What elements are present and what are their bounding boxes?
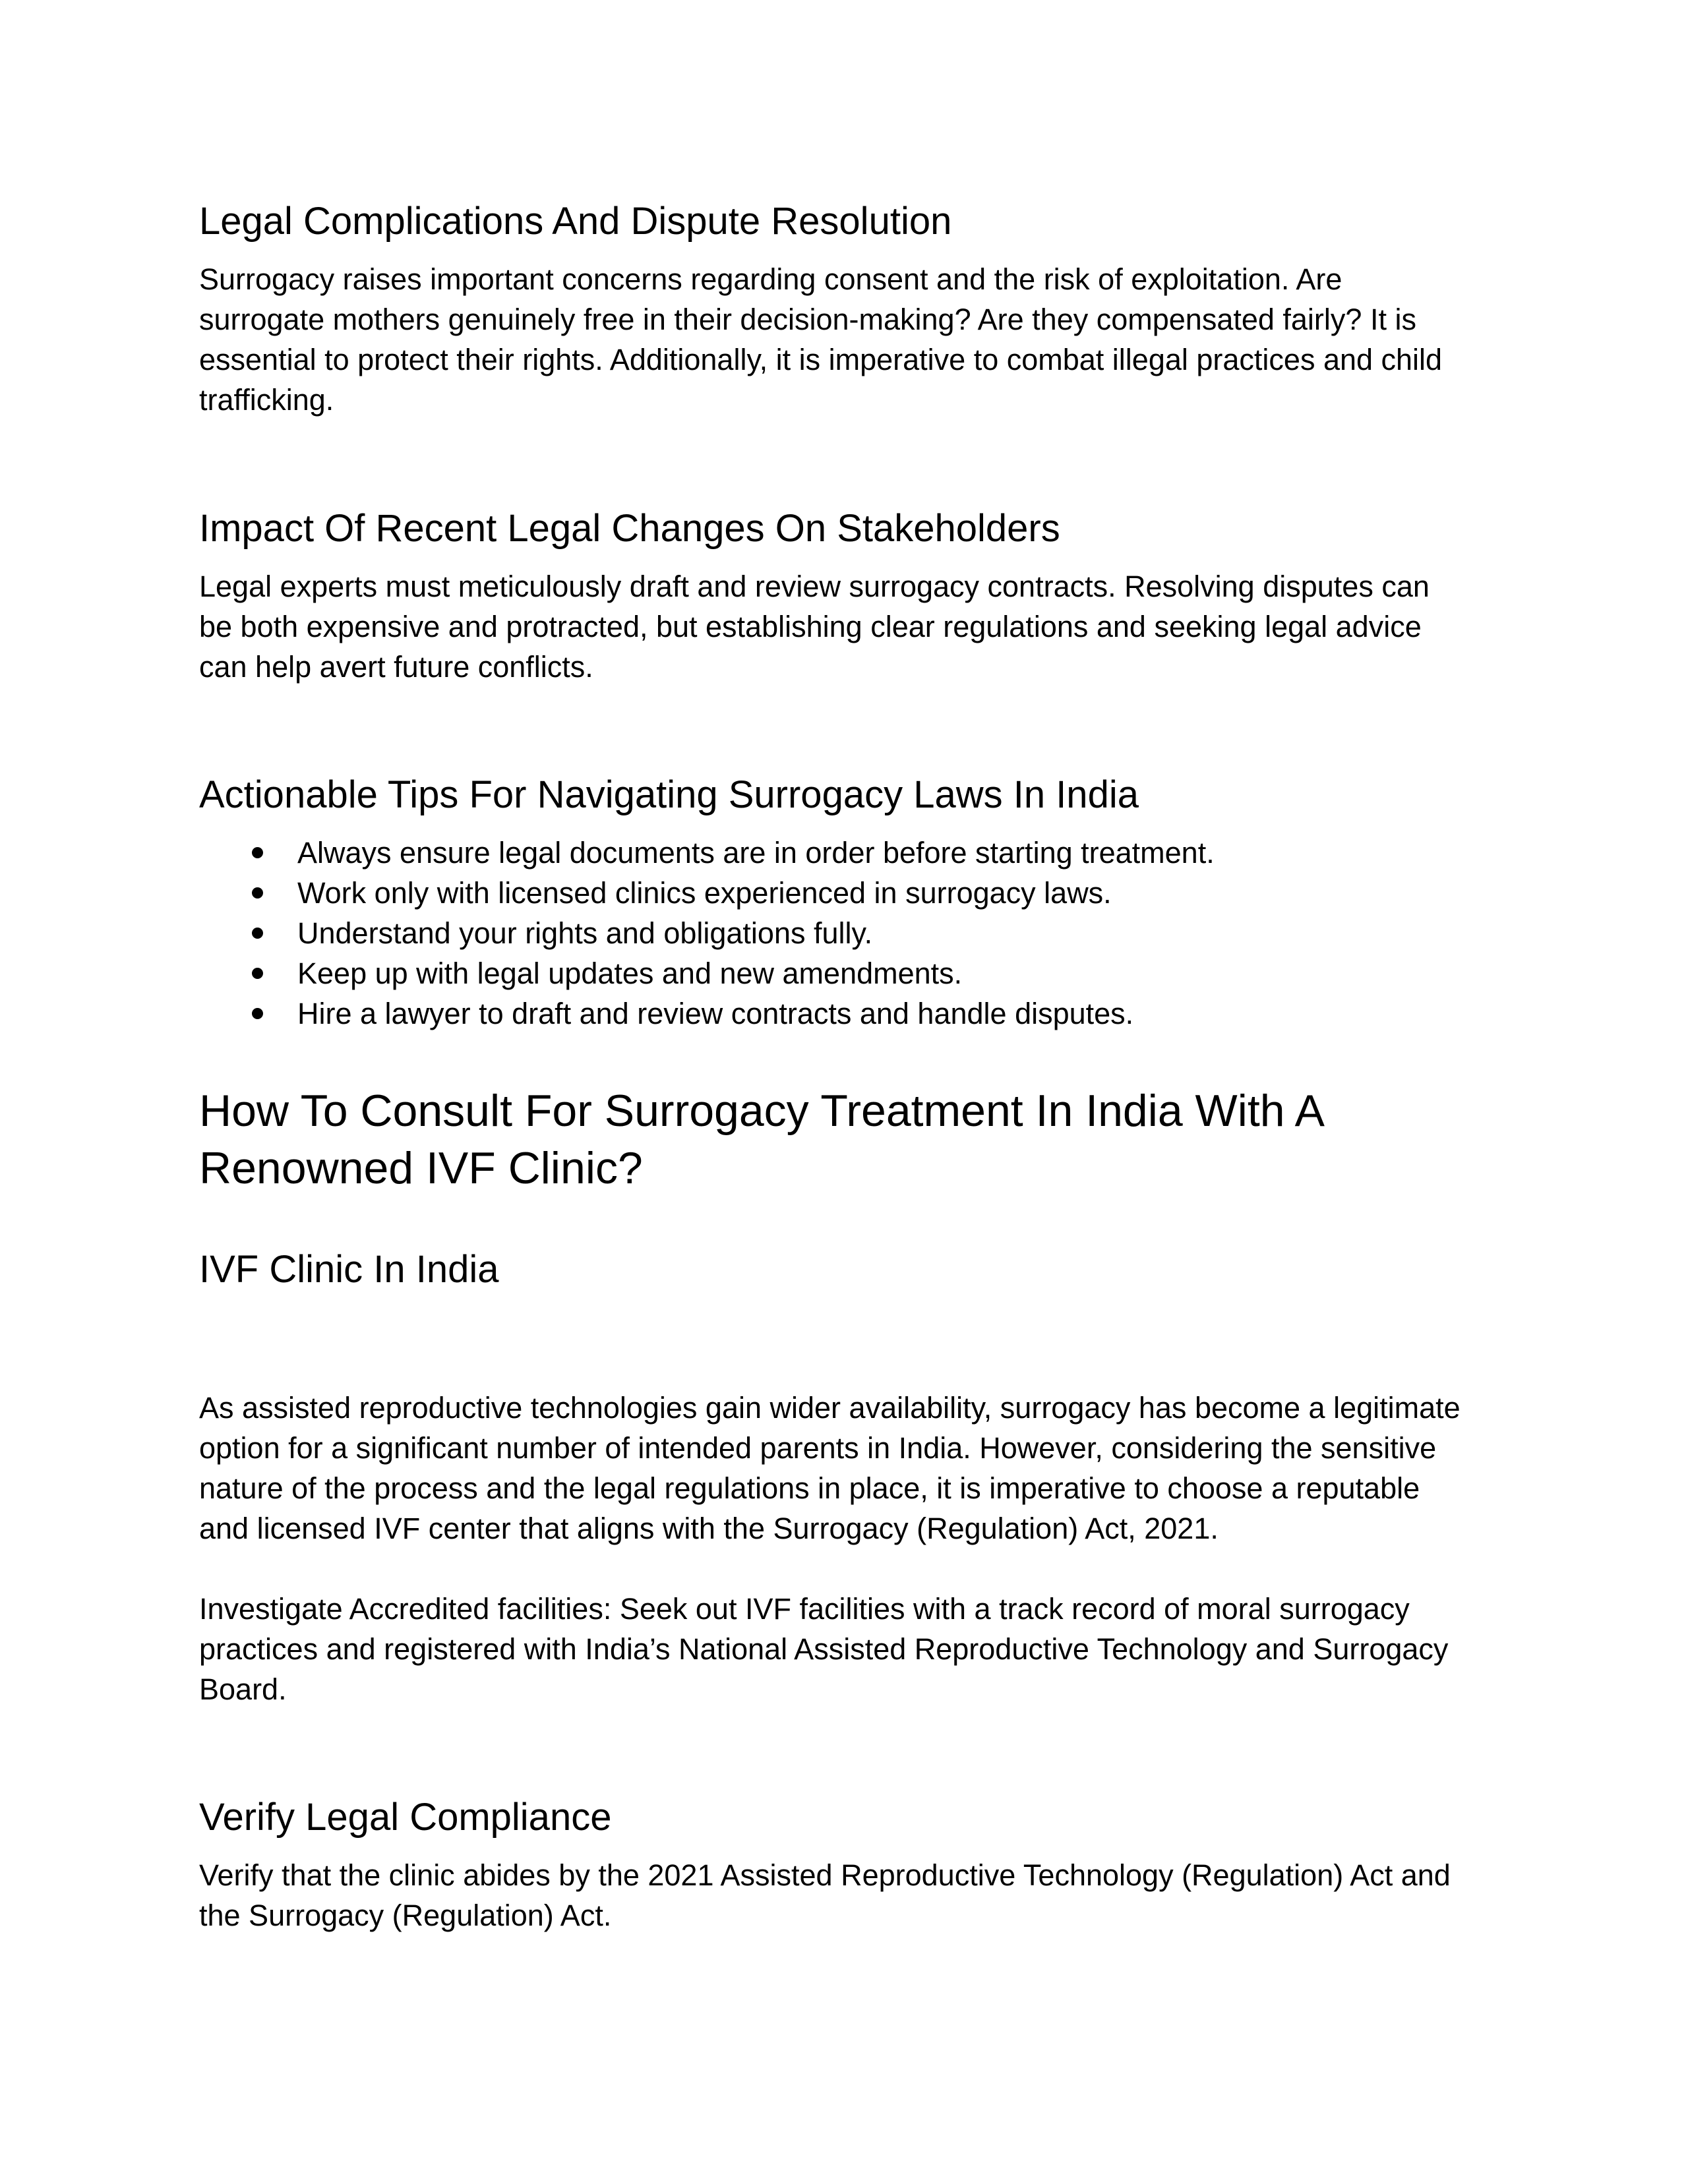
text-line: Legal experts must meticulously draft and review surrogacy contracts. Resolving disputes can — [199, 570, 1430, 603]
text-line: can help avert future conflicts. — [199, 650, 593, 684]
list-item — [199, 873, 1215, 913]
heading-ivf-clinic: IVF Clinic In India — [199, 1248, 499, 1291]
heading-legal-complications: Legal Complications And Dispute Resolution — [199, 200, 952, 243]
list-item — [199, 953, 1215, 993]
list-item-text: Always ensure legal documents are in order before starting treatment. — [297, 836, 1215, 870]
text-line: Surrogacy raises important concerns regarding consent and the risk of exploitation. Are — [199, 262, 1342, 296]
bullet-icon — [252, 928, 263, 939]
list-item — [199, 913, 1215, 953]
heading-line: Renowned IVF Clinic? — [199, 1143, 643, 1193]
text-line: essential to protect their rights. Additionally, it is imperative to combat illegal practices and child — [199, 343, 1443, 376]
paragraph-accredited — [199, 1589, 1448, 1709]
paragraph-ivf-intro — [199, 1388, 1461, 1549]
text-line: be both expensive and protracted, but establishing clear regulations and seeking legal advice — [199, 610, 1422, 643]
text-line: and licensed IVF center that aligns with the Surrogacy (Regulation) Act, 2021. — [199, 1512, 1219, 1545]
bullet-icon — [252, 1008, 263, 1019]
list-item-text: Work only with licensed clinics experienced in surrogacy laws. — [297, 876, 1112, 910]
heading-how-to-consult — [199, 1082, 1325, 1197]
text-line: trafficking. — [199, 383, 334, 417]
list-item-text: Understand your rights and obligations fully. — [297, 916, 873, 950]
text-line: surrogate mothers genuinely free in their decision-making? Are they compensated fairly? It is — [199, 303, 1416, 336]
list-item — [199, 833, 1215, 873]
paragraph-impact — [199, 566, 1430, 687]
text-line: the Surrogacy (Regulation) Act. — [199, 1899, 612, 1932]
bullet-icon — [252, 847, 263, 858]
heading-actionable-tips: Actionable Tips For Navigating Surrogacy Laws In India — [199, 773, 1139, 816]
heading-line: How To Consult For Surrogacy Treatment In India With A — [199, 1086, 1325, 1136]
text-line: Verify that the clinic abides by the 2021 Assisted Reproductive Technology (Regulation) Act and — [199, 1858, 1451, 1892]
list-item-text: Hire a lawyer to draft and review contracts and handle disputes. — [297, 997, 1134, 1030]
text-line: practices and registered with India’s National Assisted Reproductive Technology and Surrogacy — [199, 1632, 1449, 1666]
list-item — [199, 993, 1215, 1034]
bullet-icon — [252, 887, 263, 899]
paragraph-verify — [199, 1855, 1451, 1935]
text-line: option for a significant number of intended parents in India. However, considering the sensitive — [199, 1431, 1437, 1465]
text-line: Investigate Accredited facilities: Seek out IVF facilities with a track record of moral surrogacy — [199, 1592, 1410, 1626]
heading-verify-legal: Verify Legal Compliance — [199, 1796, 612, 1839]
bullet-icon — [252, 968, 263, 979]
list-item-text: Keep up with legal updates and new amendments. — [297, 957, 963, 990]
tips-list — [199, 833, 1215, 1034]
paragraph-legal-complications — [199, 259, 1442, 420]
text-line: nature of the process and the legal regulations in place, it is imperative to choose a reputable — [199, 1471, 1420, 1505]
text-line: Board. — [199, 1672, 287, 1706]
text-line: As assisted reproductive technologies gain wider availability, surrogacy has become a legitimate — [199, 1391, 1461, 1425]
heading-impact: Impact Of Recent Legal Changes On Stakeholders — [199, 507, 1060, 550]
